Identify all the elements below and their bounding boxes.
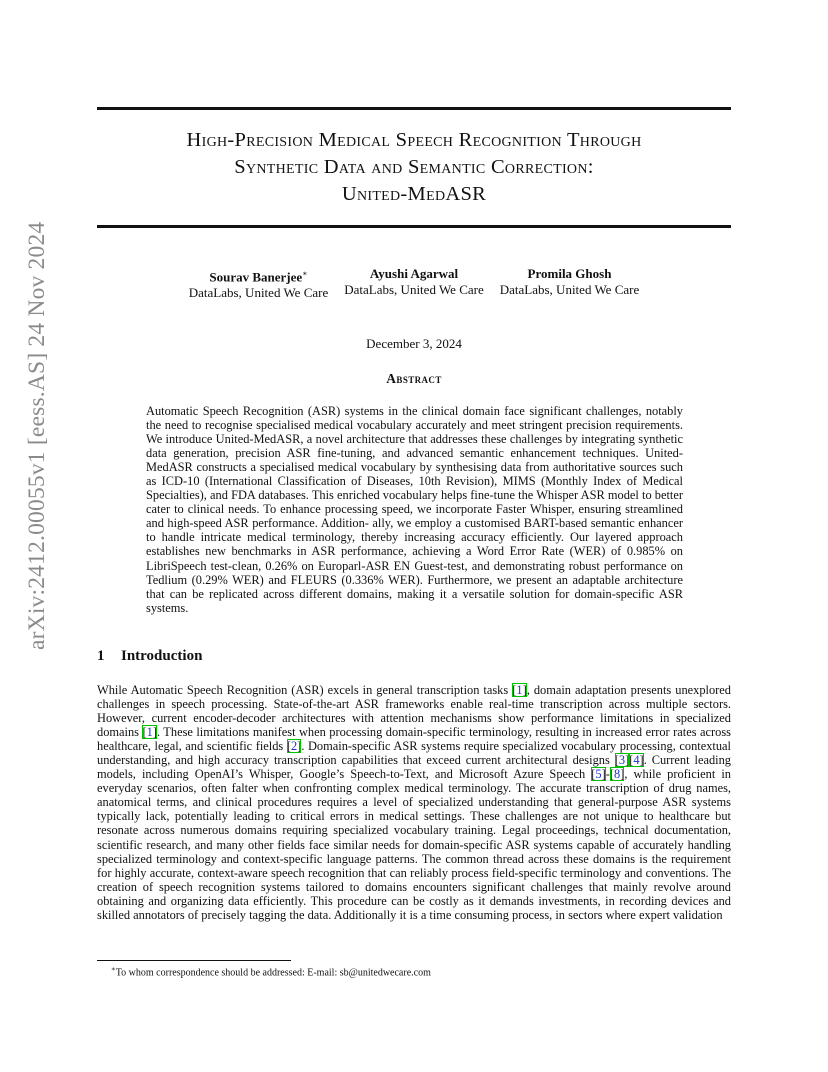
introduction-paragraph bbox=[97, 683, 731, 922]
footnote-mark: ∗ bbox=[111, 965, 116, 973]
author-3 bbox=[500, 266, 640, 301]
body-text-run: , domain adaptation presents unexplored challenges in speech processing. State-of-the-art ASR frameworks enable real-time transcription across multiple sectors. However, current encoder-decoder architectures with attention mechanisms show performance limitations in specialized domains bbox=[97, 683, 731, 740]
author-1 bbox=[189, 266, 329, 301]
correspondence-footnote bbox=[111, 963, 431, 979]
citation-link[interactable]: [ 3 ] bbox=[615, 753, 629, 767]
paper-title bbox=[97, 127, 731, 208]
body-text-run: . Domain-specific ASR systems require specialized vocabulary processing, contextual understanding, and high accuracy transcription capabilities that exceed current architectural designs bbox=[97, 739, 732, 768]
author-footnote-mark: ∗ bbox=[302, 269, 308, 278]
section-number: 1 bbox=[97, 648, 105, 664]
title-line-2: Synthetic Data and Semantic Correction: bbox=[234, 156, 594, 178]
author-affiliation: DataLabs, United We Care bbox=[499, 282, 640, 297]
title-top-rule bbox=[97, 107, 731, 110]
body-text-run: , while proficient in everyday scenarios, often falter when confronting complex medical terminology. The accurate transcription of drug names, anatomical terms, and clinical procedures requires a level of specialized understanding that general-purpose ASR systems typically lack, potentially leading to critical errors in medical settings. These challenges are not unique to healthcare but resonate across numerous domains requiring specialized vocabulary training. Legal proceedings, technical documentation, scientific research, and many other fields face similar needs for domain-specific ASR systems capable of accurately handling specialized terminology and context-specific language patterns. The common thread across these domains is the requirement for highly accurate, context-aware speech recognition that can reliably process field-specific terminology and conventions. The creation of speech recognition systems tailored to domains encounters significant challenges that mainly revolve around obtaining and organizing data efficiently. This procedure can be costly as it demands investments, in recording devices and skilled annotators of precisely tagging the data. Additionally it is a time consuming process, in sectors where expert validation bbox=[97, 767, 731, 922]
citation-link[interactable]: [ 4 ] bbox=[629, 753, 643, 767]
author-2 bbox=[344, 266, 484, 301]
title-line-3: United-MedASR bbox=[341, 183, 487, 205]
author-list bbox=[97, 266, 731, 301]
citation-range-dash: - bbox=[605, 767, 610, 782]
paper-date: December 3, 2024 bbox=[366, 336, 462, 351]
body-text-run: . These limitations manifest when processing domain-specific terminology, resulting in increased error rates across healthcare, legal, and scientific fields bbox=[97, 725, 731, 754]
abstract-text: Automatic Speech Recognition (ASR) systems in the clinical domain face significant challenges, notably the need to recognise specialised medical vocabulary accurately and meet stringent precision requirements. We introduce United-MedASR, a novel architecture that addresses these challenges by integrating synthetic data generation, precision ASR fine-tuning, and advanced semantic enhancement techniques. United-MedASR constructs a specialised medical vocabulary by synthesising data from authoritative sources such as ICD-10 (International Classification of Diseases, 10th Revision), MIMS (Monthly Index of Medical Specialties), and FDA databases. This enriched vocabulary helps fine-tune the Whisper ASR model to better cater to clinical needs. To enhance processing speed, we incorporate Faster Whisper, ensuring streamlined and high-speed ASR performance. Addition- ally, we employ a customised BART-based semantic enhancer to handle intricate medical terminology, thereby increasing accuracy efficiently. Our layered approach establishes new benchmarks in ASR performance, achieving a Word Error Rate (WER) of 0.985% on LibriSpeech test-clean, 0.26% on Europarl-ASR EN Guest-test, and demonstrating robust performance on Tedlium (0.29% WER) and FLEURS (0.336% WER). Furthermore, we present an adaptable architecture that can be replicated across different domains, making it a versatile solution for domain-specific ASR systems. bbox=[146, 404, 683, 615]
footnote-text: To whom correspondence should be addressed: E-mail: sb@unitedwecare.com bbox=[115, 967, 431, 979]
footnote-rule bbox=[97, 960, 291, 961]
title-line-1: High-Precision Medical Speech Recognition Through bbox=[186, 129, 642, 151]
body-text-run: While Automatic Speech Recognition (ASR) excels in general transcription tasks bbox=[97, 683, 513, 697]
citation-link[interactable]: [ 1 ] bbox=[512, 683, 526, 697]
citation-link[interactable]: [ 5 ] bbox=[591, 767, 605, 781]
author-affiliation: DataLabs, United We Care bbox=[344, 282, 484, 297]
author-affiliation: DataLabs, United We Care bbox=[188, 285, 329, 301]
citation-link[interactable]: [ 2 ] bbox=[287, 739, 301, 753]
body-text-run: . Current leading models, including OpenAI’s Whisper, Google’s Speech-to-Text, and Microsoft Azure Speech bbox=[97, 753, 731, 782]
title-bottom-rule bbox=[97, 225, 731, 228]
abstract-heading: Abstract bbox=[386, 371, 442, 386]
author-name: Promila Ghosh bbox=[527, 266, 612, 281]
citation-link[interactable]: [ 1 ] bbox=[142, 725, 156, 739]
section-title: Introduction bbox=[121, 648, 203, 664]
section-heading bbox=[97, 648, 202, 665]
citation-link[interactable]: [ 8 ] bbox=[610, 767, 624, 781]
author-name: Ayushi Agarwal bbox=[369, 266, 459, 281]
author-name: Sourav Banerjee bbox=[209, 269, 303, 285]
arxiv-stamp: arXiv:2412.00055v1 [eess.AS] 24 Nov 2024 bbox=[24, 221, 50, 650]
